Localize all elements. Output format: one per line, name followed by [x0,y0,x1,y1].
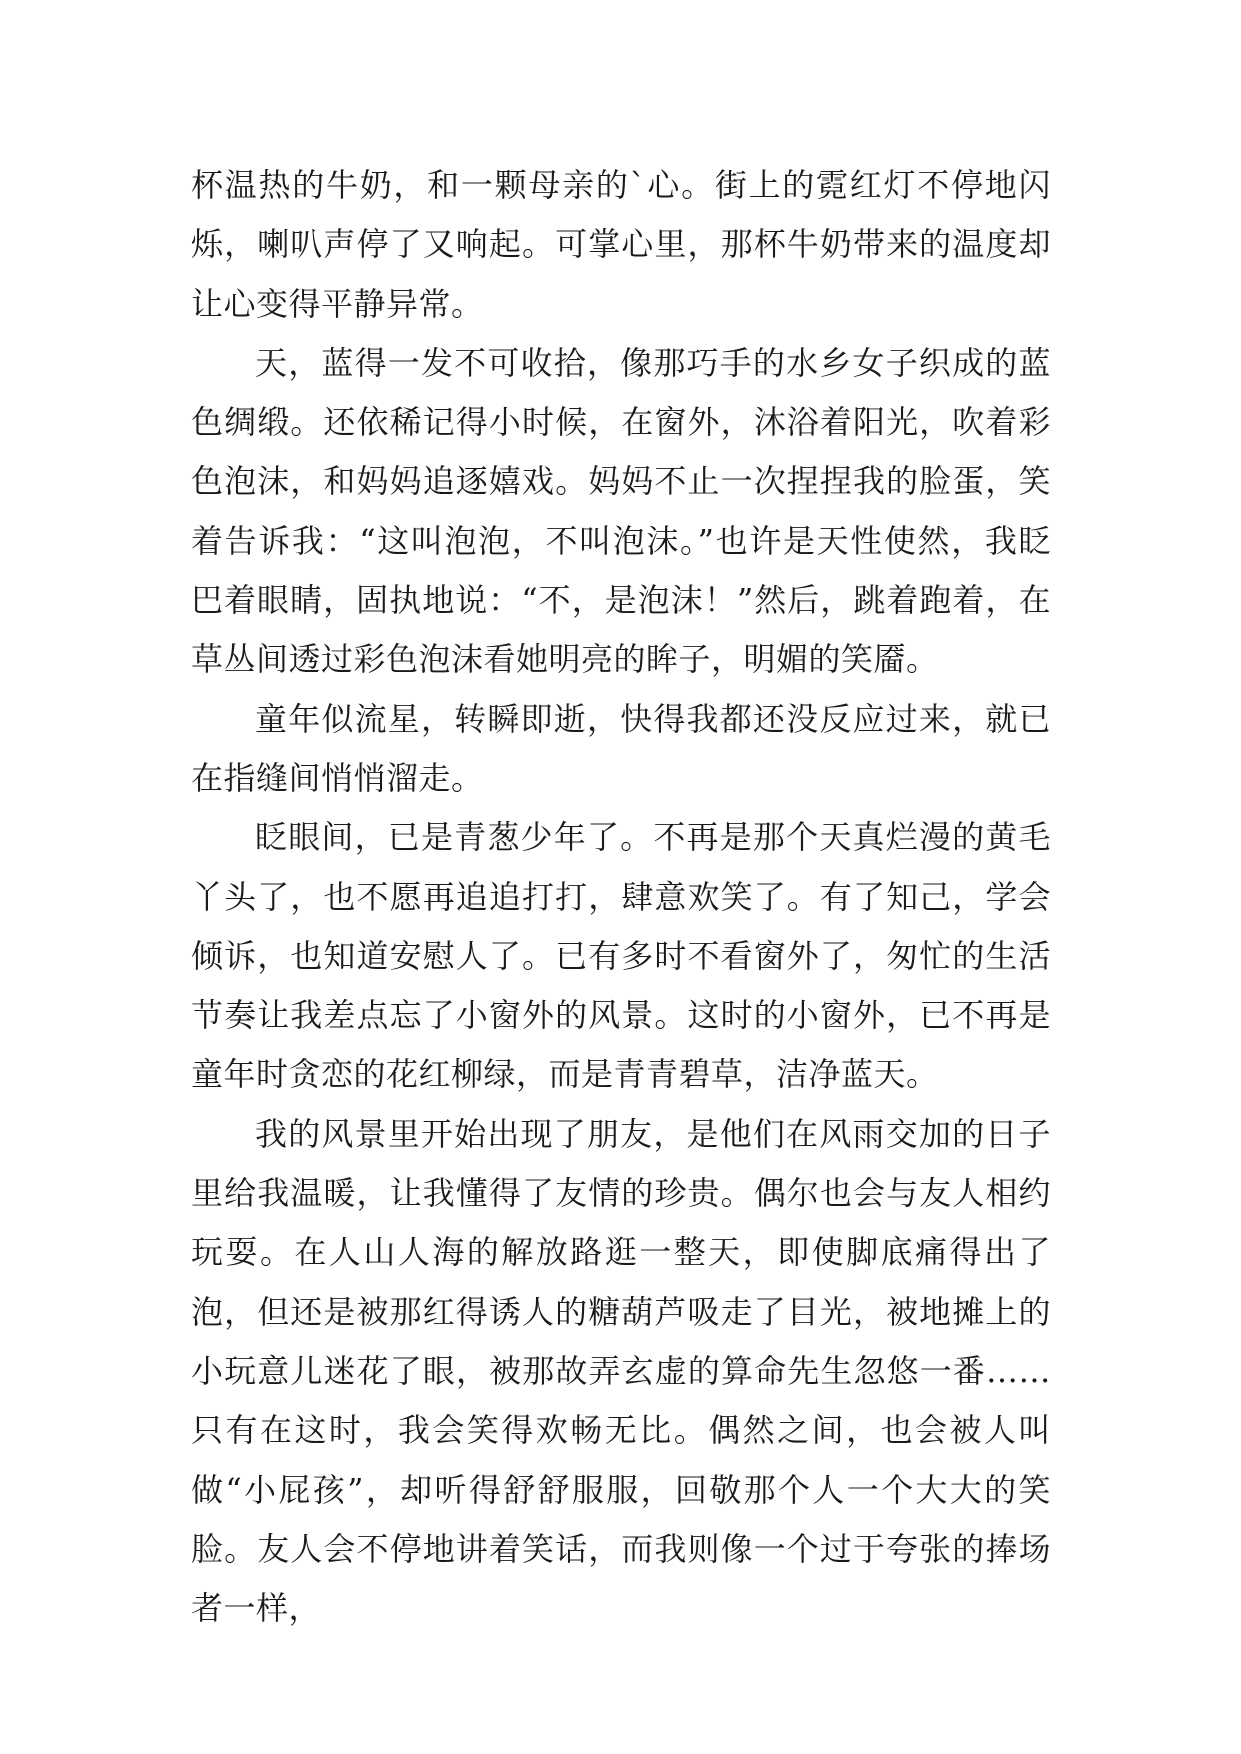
paragraph-friends: 我的风景里开始出现了朋友，是他们在风雨交加的日子里给我温暖，让我懂得了友情的珍贵。偶尔也会与友人相约玩耍。在人山人海的解放路逛一整天，即使脚底痛得出了泡，但还是被那红得诱人的糖葫芦吸走了目光，被地摊上的小玩意儿迷花了眼，被那故弄玄虚的算命先生忽悠一番……只有在这时，我会笑得欢畅无比。偶然之间，也会被人叫做“小屁孩”，却听得舒舒服服，回敬那个人一个大大的笑脸。友人会不停地讲着笑话，而我则像一个过于夸张的捧场者一样， [191,1114,1051,1628]
paragraph-sky: 天，蓝得一发不可收拾，像那巧手的水乡女子织成的蓝色绸缎。还依稀记得小时候，在窗外，沐浴着阳光，吹着彩色泡沫，和妈妈追逐嬉戏。妈妈不止一次捏捏我的脸蛋，笑着告诉我：“这叫泡泡，不叫泡沫。”也许是天性使然，我眨巴着眼睛，固执地说：“不，是泡沫！”然后，跳着跑着，在草丛间透过彩色泡沫看她明亮的眸子，明媚的笑靥。 [191,343,1051,679]
body-text [191,156,1051,1638]
paragraph-childhood: 童年似流星，转瞬即逝，快得我都还没反应过来，就已在指缝间悄悄溜走。 [191,699,1051,797]
paragraph-youth: 眨眼间，已是青葱少年了。不再是那个天真烂漫的黄毛丫头了，也不愿再追追打打，肆意欢笑了。有了知己，学会倾诉，也知道安慰人了。已有多时不看窗外了，匆忙的生活节奏让我差点忘了小窗外的风景。这时的小窗外，已不再是童年时贪恋的花红柳绿，而是青青碧草，洁净蓝天。 [191,818,1051,1094]
paragraph-continuation: 杯温热的牛奶，和一颗母亲的`心。街上的霓红灯不停地闪烁，喇叭声停了又响起。可掌心里，那杯牛奶带来的温度却让心变得平静异常。 [191,166,1051,323]
